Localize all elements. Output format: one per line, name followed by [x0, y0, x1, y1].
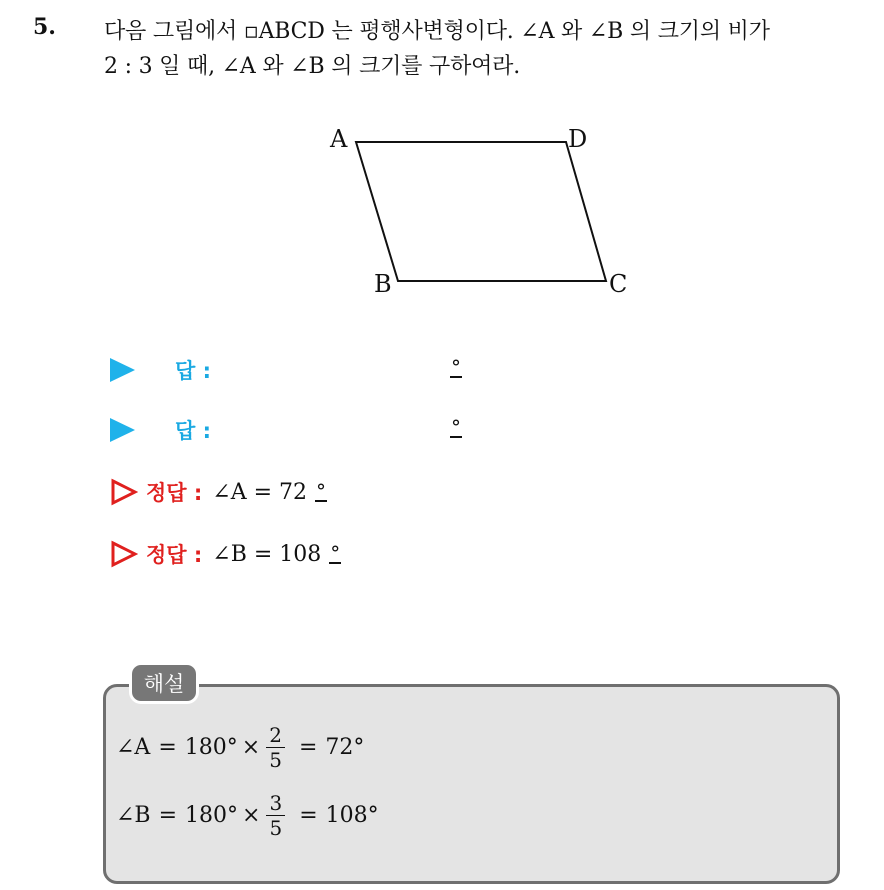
eq2-result: 108° [325, 803, 379, 828]
answer-label: 답 : [175, 419, 211, 443]
eq2-equals-2: = [299, 803, 318, 828]
question-line-1: 다음 그림에서 ▫ABCD 는 평행사변형이다. ∠A 와 ∠B 의 크기의 비가 [104, 19, 770, 44]
correct-value-b: ∠B = 108 [212, 541, 322, 567]
solution-tab: 해설 [129, 662, 199, 704]
eq1-numerator: 2 [266, 723, 285, 748]
eq1-fraction [266, 723, 285, 772]
correct-unit-a: ° [316, 479, 327, 503]
eq2-times: × [242, 803, 261, 828]
eq1-equals-2: = [298, 735, 318, 760]
correct-row-1 [110, 475, 327, 509]
eq1-lhs: ∠A [116, 735, 151, 760]
eq1-base: 180° [184, 735, 238, 760]
solution-equation-1 [116, 723, 364, 772]
eq2-base: 180° [185, 803, 239, 828]
solution-box [103, 684, 840, 884]
eq2-lhs: ∠B [116, 803, 151, 828]
answer-blank-1[interactable]: ° [451, 355, 461, 379]
vertex-label-a: A [330, 125, 348, 153]
question-line-2: 2 : 3 일 때, ∠A 와 ∠B 의 크기를 구하여라. [104, 54, 521, 79]
question-text [104, 14, 874, 84]
eq2-equals: = [158, 803, 178, 828]
eq1-equals: = [158, 735, 177, 760]
answer-row-2 [110, 413, 211, 447]
eq2-denominator: 5 [269, 816, 283, 840]
correct-label: 정답 : [146, 481, 203, 505]
correct-label: 정답 : [146, 543, 203, 567]
vertex-label-d: D [568, 125, 588, 153]
parallelogram-svg [320, 118, 650, 308]
eq1-denominator: 5 [269, 748, 282, 772]
answer-blank-2[interactable]: ° [451, 415, 461, 439]
eq1-result: 72° [325, 735, 365, 760]
filled-triangle-icon [110, 418, 135, 442]
filled-triangle-icon [110, 358, 135, 382]
parallelogram-figure [320, 118, 650, 308]
outline-triangle-icon [110, 540, 138, 568]
eq1-times: × [241, 735, 261, 760]
correct-row-2 [110, 537, 341, 571]
answer-row-1 [110, 353, 211, 387]
question-number: 5. [33, 14, 56, 40]
answer-label: 답 : [175, 359, 211, 383]
correct-value-a: ∠A = 72 [212, 479, 308, 505]
vertex-label-c: C [609, 270, 628, 298]
solution-equation-2 [116, 791, 379, 840]
outline-triangle-icon [110, 478, 138, 506]
parallelogram-shape [356, 142, 606, 281]
correct-unit-b: ° [330, 541, 341, 565]
eq2-numerator: 3 [266, 791, 285, 816]
vertex-label-b: B [374, 270, 392, 298]
eq2-fraction [266, 791, 285, 840]
